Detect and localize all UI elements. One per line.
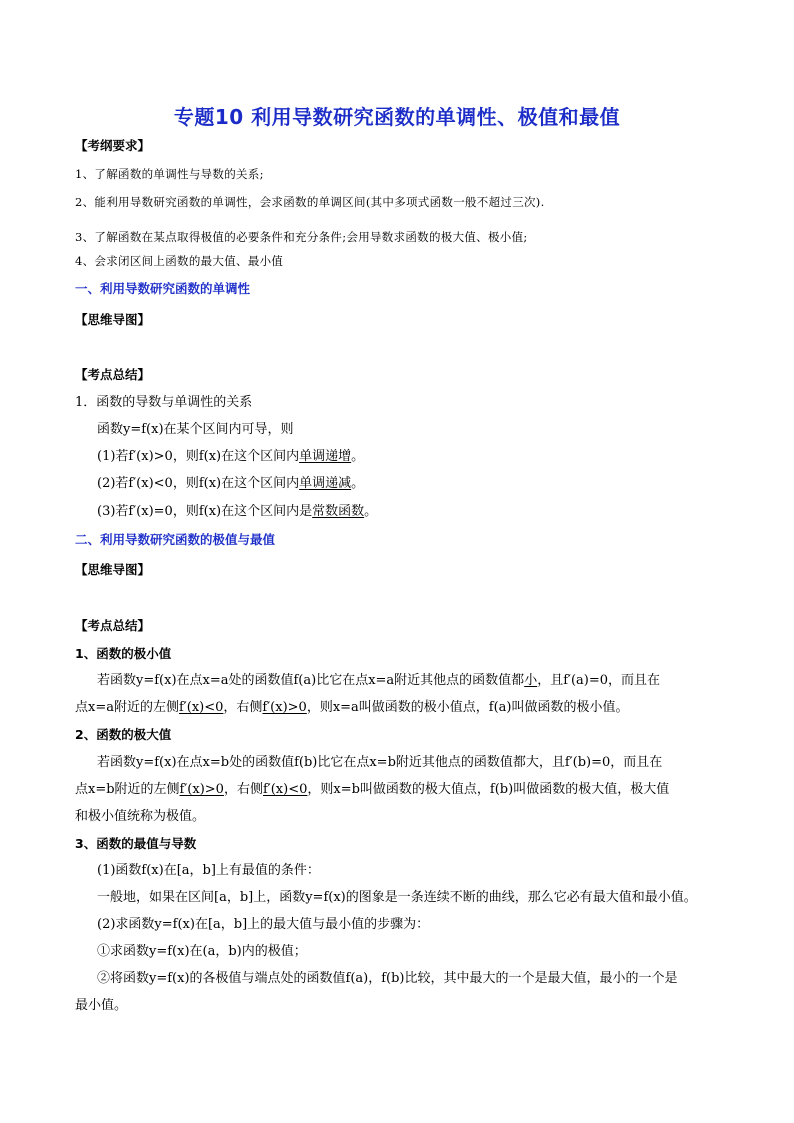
max-line-3: 和极小值统称为极值。 [75,809,206,824]
key-term: 常数函数 [312,504,365,519]
key-term: 单调递增 [299,449,352,464]
text: 点x=b附近的左侧 [75,782,180,797]
syllabus-item-1: 1、了解函数的单调性与导数的关系; [75,167,264,181]
intro-text: 函数y=f(x)在某个区间内可导，则 [97,422,294,437]
min-line-1 [97,672,660,690]
key-term: 小 [524,673,538,688]
section2-heading: 二、利用导数研究函数的极值与最值 [75,532,276,547]
syllabus-item-4: 4、会求闭区间上函数的最大值、最小值 [75,254,284,268]
min-line-2 [75,699,629,717]
text: ，右侧 [223,782,263,797]
minmax-line-4: ①求函数y=f(x)在(a，b)内的极值； [97,944,307,959]
minmax-title: 3、函数的最值与导数 [75,836,197,851]
text: ，则x=a叫做函数的极小值点，f(a)叫做函数的极小值。 [306,700,629,715]
minmax-line-2: 一般地，如果在区间[a，b]上，函数y=f(x)的图象是一条连续不断的曲线，那么它必有最大值和最小值。 [97,890,697,905]
key-term: f′(x)>0 [179,782,224,797]
max-line-1: 若函数y=f(x)在点x=b处的函数值f(b)比它在点x=b附近其他点的函数值都大，且f′(b)=0，而且在 [97,755,663,770]
syllabus-item-3: 3、了解函数在某点取得极值的必要条件和充分条件;会用导数求函数的极大值、极小值; [75,230,528,244]
minmax-line-6: 最小值。 [75,998,128,1013]
max-line-2 [75,781,669,799]
case-text: (1)若f′(x)>0，则f(x)在这个区间内 [97,449,300,464]
minmax-line-3: (2)求函数y=f(x)在[a，b]上的最大值与最小值的步骤为： [97,917,430,932]
case-constant [97,503,377,521]
text: ，则x=b叫做函数的极大值点，f(b)叫做函数的极大值，极大值 [307,782,670,797]
section1-mindmap-label: 【思维导图】 [75,312,151,327]
min-title: 1、函数的极小值 [75,646,172,661]
punctuation: 。 [364,504,378,519]
text: 若函数y=f(x)在点x=a处的函数值f(a)比它在点x=a附近其他点的函数值都 [97,673,525,688]
text: ，右侧 [223,700,263,715]
minmax-line-5: ②将函数y=f(x)的各极值与端点处的函数值f(a)，f(b)比较，其中最大的一个是最大值，最小的一个是 [97,971,678,986]
key-term: f′(x)>0 [262,700,307,715]
key-term: 单调递减 [299,476,352,491]
minmax-line-1: (1)函数f(x)在[a，b]上有最值的条件： [97,863,320,878]
page-title: 专题10 利用导数研究函数的单调性、极值和最值 [173,105,621,129]
point-title: 1．函数的导数与单调性的关系 [75,395,253,410]
key-term: f′(x)<0 [262,782,308,797]
syllabus-item-2: 2、能利用导数研究函数的单调性，会求函数的单调区间(其中多项式函数一般不超过三次). [75,195,545,209]
key-term: f′(x)<0 [178,700,224,715]
punctuation: 。 [351,476,365,491]
max-title: 2、函数的极大值 [75,727,172,742]
section2-mindmap-label: 【思维导图】 [75,562,151,577]
section1-summary-label: 【考点总结】 [75,367,151,382]
section2-summary-label: 【考点总结】 [75,618,151,633]
punctuation: 。 [351,449,365,464]
case-decreasing [97,475,364,493]
section1-heading: 一、利用导数研究函数的单调性 [75,281,251,296]
case-text: (3)若f′(x)=0，则f(x)在这个区间内是 [97,504,313,519]
case-increasing [97,448,364,466]
text: ，且f′(a)=0，而且在 [537,673,661,688]
text: 点x=a附近的左侧 [75,700,179,715]
case-text: (2)若f′(x)<0，则f(x)在这个区间内 [97,476,300,491]
syllabus-heading: 【考纲要求】 [75,138,151,153]
